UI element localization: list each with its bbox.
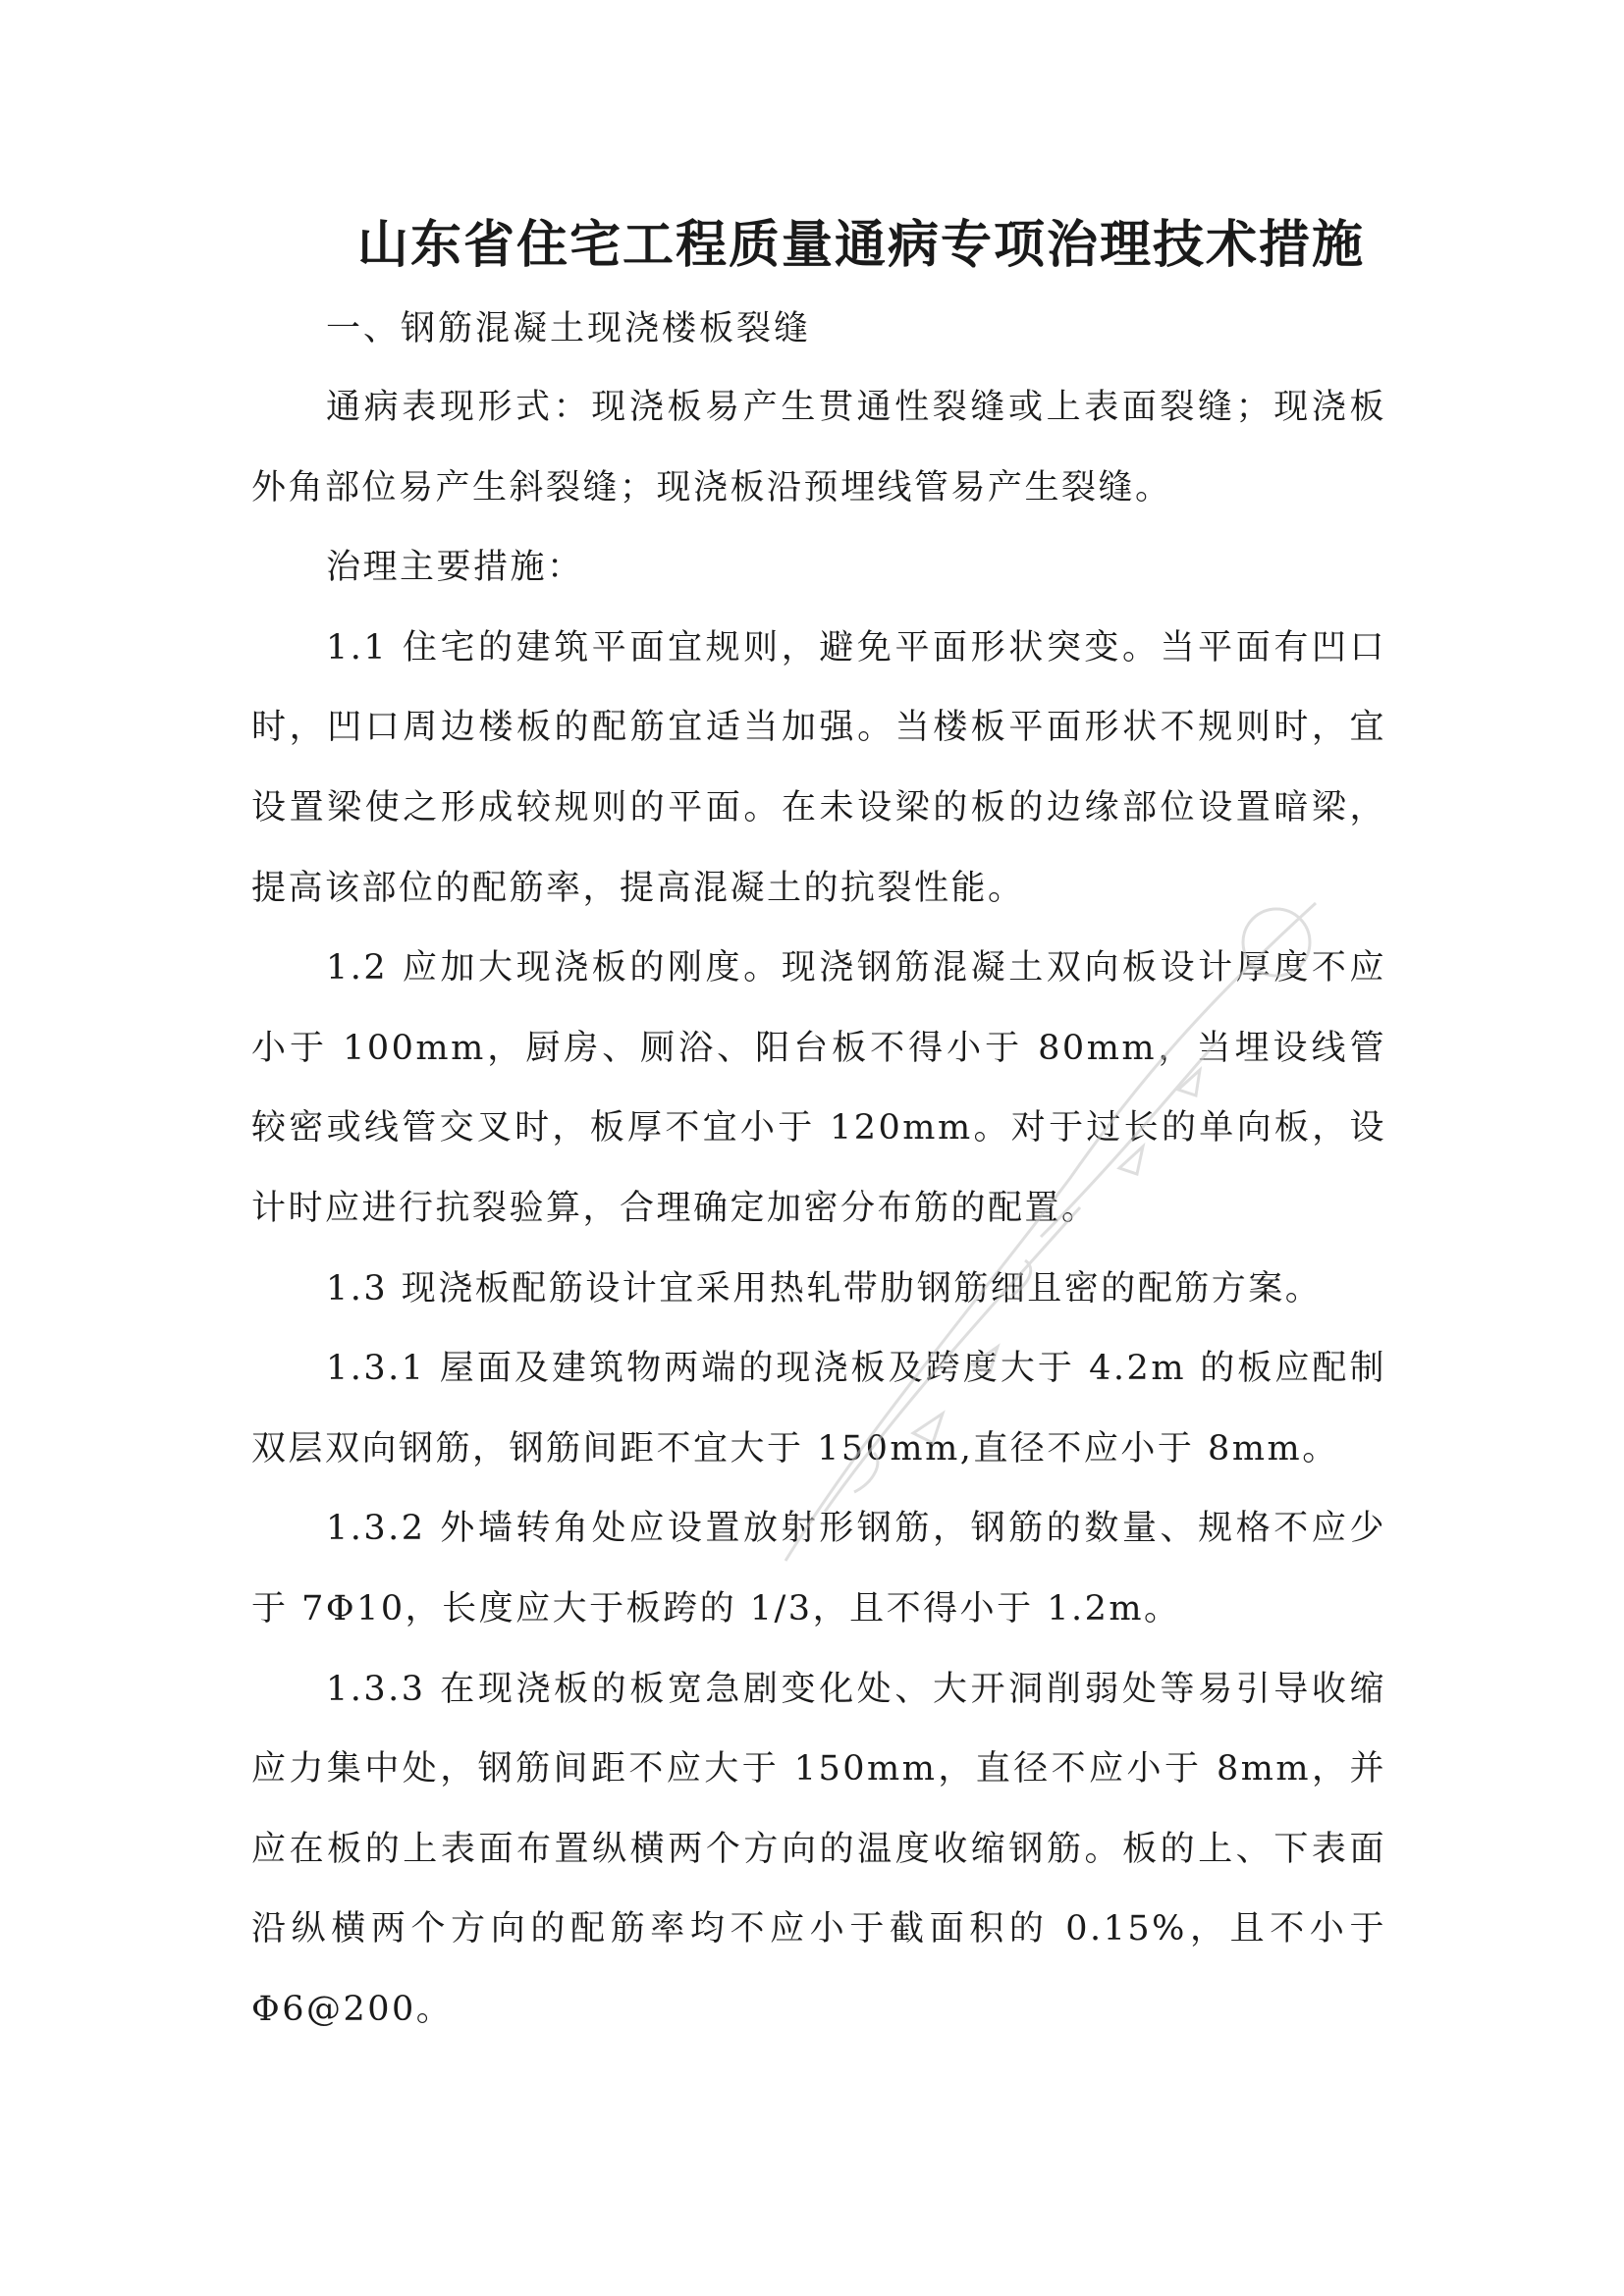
- paragraph-1-3: 1.3 现浇板配筋设计宜采用热轧带肋钢筋细且密的配筋方案。: [326, 1268, 1323, 1308]
- paragraph-1-1: 1.1 住宅的建筑平面宜规则，避免平面形状突变。当平面有凹口时，凹口周边楼板的配筋宜适当加强。当楼板平面形状不规则时，宜设置梁使之形成较规则的平面。在未设梁的板的边缘部位设置暗梁，提高该部位的配筋率，提高混凝土的抗裂性能。: [251, 627, 1386, 908]
- paragraph-measures-heading: 治理主要措施：: [326, 548, 584, 588]
- paragraph-symptoms: 通病表现形式：现浇板易产生贯通性裂缝或上表面裂缝；现浇板外角部位易产生斜裂缝；现浇板沿预埋线管易产生裂缝。: [251, 388, 1386, 507]
- paragraph-1-3-1: 1.3.1 屋面及建筑物两端的现浇板及跨度大于 4.2m 的板应配制双层双向钢筋，钢筋间距不宜大于 150mm,直径不应小于 8mm。: [251, 1349, 1386, 1468]
- document-body: [251, 368, 1386, 2050]
- section-heading: 一、钢筋混凝土现浇楼板裂缝: [326, 309, 812, 348]
- page-title: 山东省住宅工程质量通病专项治理技术措施: [356, 216, 1365, 275]
- paragraph-1-3-2: 1.3.2 外墙转角处应设置放射形钢筋，钢筋的数量、规格不应少于 7Φ10，长度应大于板跨的 1/3，且不得小于 1.2m。: [251, 1509, 1386, 1629]
- paragraph-1-2: 1.2 应加大现浇板的刚度。现浇钢筋混凝土双向板设计厚度不应小于 100mm，厨房、厕浴、阳台板不得小于 80mm，当埋设线管较密或线管交叉时，板厚不宜小于 120mm。对于过长的单向板，设计时应进行抗裂验算，合理确定加密分布筋的配置。: [251, 948, 1386, 1228]
- paragraph-1-3-3: 1.3.3 在现浇板的板宽急剧变化处、大开洞削弱处等易引导收缩应力集中处，钢筋间距不应大于 150mm，直径不应小于 8mm，并应在板的上表面布置纵横两个方向的温度收缩钢筋。板的上、下表面沿纵横两个方向的配筋率均不应小于截面积的 0.15%，且不小于Φ6@200。: [251, 1669, 1386, 2029]
